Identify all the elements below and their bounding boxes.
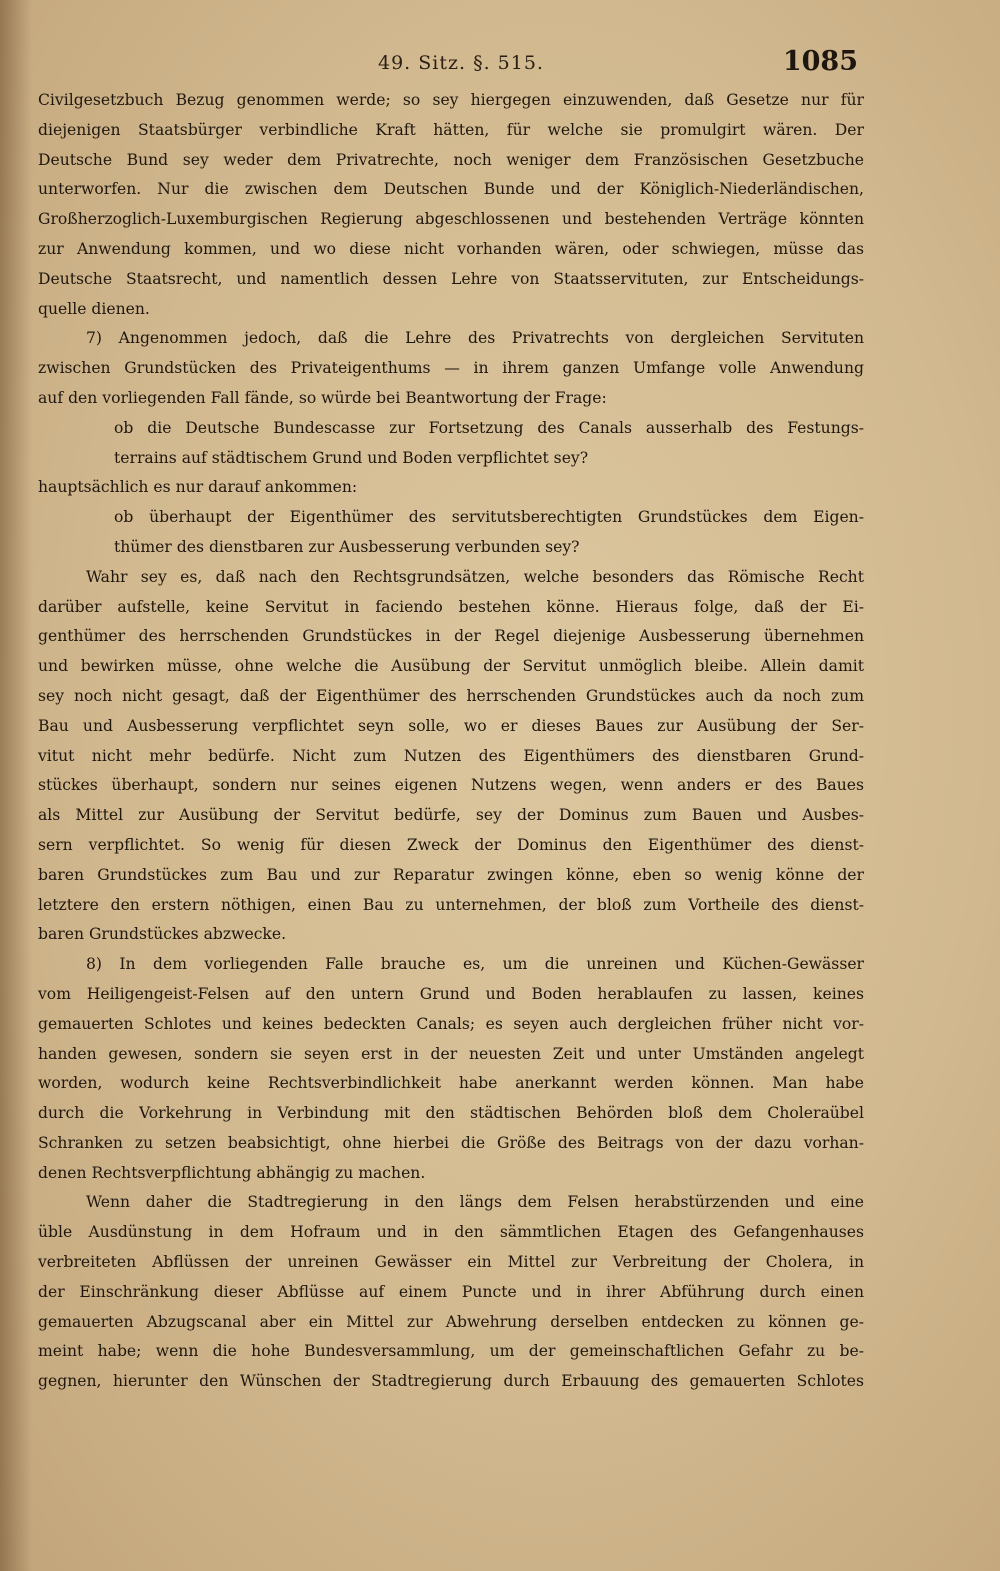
text-line: stückes überhaupt, sondern nur seines eigenen Nutzens wegen, wenn anders er des Baues bbox=[38, 776, 864, 795]
text-line: sern verpflichtet. So wenig für diesen Zweck der Dominus den Eigenthümer des dienst- bbox=[38, 835, 864, 854]
text-line: darüber aufstelle, keine Servitut in faciendo bestehen könne. Hieraus folge, daß der Ei- bbox=[38, 597, 864, 616]
page-number: 1085 bbox=[782, 46, 858, 77]
text-line: baren Grundstückes abzwecke. bbox=[38, 925, 287, 944]
text-line: vitut nicht mehr bedürfe. Nicht zum Nutzen des Eigenthümers des dienstbaren Grund- bbox=[38, 746, 864, 765]
body-text bbox=[38, 86, 864, 1397]
text-line: auf den vorliegenden Fall fände, so würde bei Beantwortung der Frage: bbox=[38, 388, 607, 407]
text-line: Deutsche Bund sey weder dem Privatrechte, noch weniger dem Französischen Gesetzbuche bbox=[38, 150, 864, 169]
text-line: sey noch nicht gesagt, daß der Eigenthümer des herrschenden Grundstückes auch da noch zum bbox=[38, 686, 864, 705]
text-line: Wenn daher die Stadtregierung in den längs dem Felsen herabstürzenden und eine bbox=[86, 1193, 864, 1212]
text-line: gegnen, hierunter den Wünschen der Stadtregierung durch Erbauung des gemauerten Schlotes bbox=[38, 1372, 864, 1391]
text-line: vom Heiligengeist-Felsen auf den untern Grund und Boden herablaufen zu lassen, keines bbox=[38, 984, 864, 1003]
text-line: gemauerten Abzugscanal aber ein Mittel zur Abwehrung derselben entdecken zu können ge- bbox=[38, 1312, 864, 1331]
text-line: Bau und Ausbesserung verpflichtet seyn solle, wo er dieses Baues zur Ausübung der Ser- bbox=[38, 716, 864, 735]
text-line: terrains auf städtischem Grund und Boden verpflichtet sey? bbox=[114, 448, 589, 467]
page-header bbox=[0, 44, 1000, 84]
text-line: ob überhaupt der Eigenthümer des servitutsberechtigten Grundstückes dem Eigen- bbox=[114, 508, 864, 527]
text-line: der Einschränkung dieser Abflüsse auf einem Puncte und in ihrer Abführung durch einen bbox=[38, 1282, 864, 1301]
text-line: als Mittel zur Ausübung der Servitut bedürfe, sey der Dominus zum Bauen und Ausbes- bbox=[38, 806, 864, 825]
text-line: 7) Angenommen jedoch, daß die Lehre des Privatrechts von dergleichen Servituten bbox=[86, 329, 864, 348]
text-line: ob die Deutsche Bundescasse zur Fortsetzung des Canals ausserhalb des Festungs- bbox=[114, 418, 864, 437]
text-line: zwischen Grundstücken des Privateigenthums — in ihrem ganzen Umfange volle Anwendung bbox=[38, 359, 864, 378]
text-line: genthümer des herrschenden Grundstückes in der Regel diejenige Ausbesserung übernehmen bbox=[38, 627, 864, 646]
text-line: meint habe; wenn die hohe Bundesversammlung, um der gemeinschaftlichen Gefahr zu be- bbox=[38, 1342, 864, 1361]
text-line: Civilgesetzbuch Bezug genommen werde; so sey hiergegen einzuwenden, daß Gesetze nur für bbox=[38, 91, 864, 109]
text-line: hauptsächlich es nur darauf ankommen: bbox=[38, 478, 358, 497]
text-line: diejenigen Staatsbürger verbindliche Kraft hätten, für welche sie promulgirt wären. Der bbox=[38, 120, 864, 139]
binding-shadow bbox=[0, 0, 32, 1571]
text-line: quelle dienen. bbox=[38, 299, 150, 318]
text-line: unterworfen. Nur die zwischen dem Deutschen Bunde und der Königlich-Niederländischen, bbox=[38, 180, 864, 199]
text-line: letztere den erstern nöthigen, einen Bau zu unternehmen, der bloß zum Vortheile des dienst- bbox=[38, 895, 864, 914]
text-line: denen Rechtsverpflichtung abhängig zu machen. bbox=[38, 1163, 426, 1182]
text-line: Schranken zu setzen beabsichtigt, ohne hierbei die Größe des Beitrags von der dazu vorhan- bbox=[38, 1133, 864, 1152]
text-line: Deutsche Staatsrecht, und namentlich dessen Lehre von Staatsservituten, zur Entscheidungs- bbox=[38, 269, 864, 288]
text-line: verbreiteten Abflüssen der unreinen Gewässer ein Mittel zur Verbreitung der Cholera, in bbox=[38, 1253, 864, 1272]
text-line: handen gewesen, sondern sie seyen erst in der neuesten Zeit und unter Umständen angelegt bbox=[38, 1044, 864, 1063]
text-line: Großherzoglich-Luxemburgischen Regierung abgeschlossenen und bestehenden Verträge könnten bbox=[38, 210, 864, 229]
text-line: gemauerten Schlotes und keines bedeckten Canals; es seyen auch dergleichen früher nicht vor- bbox=[38, 1014, 864, 1033]
text-line: zur Anwendung kommen, und wo diese nicht vorhanden wären, oder schwiegen, müsse das bbox=[38, 239, 864, 258]
text-line: Wahr sey es, daß nach den Rechtsgrundsätzen, welche besonders das Römische Recht bbox=[86, 567, 864, 586]
text-line: thümer des dienstbaren zur Ausbesserung verbunden sey? bbox=[114, 537, 580, 556]
text-line: baren Grundstückes zum Bau und zur Reparatur zwingen könne, eben so wenig könne der bbox=[38, 865, 864, 884]
text-line: und bewirken müsse, ohne welche die Ausübung der Servitut unmöglich bleibe. Allein damit bbox=[38, 657, 864, 676]
text-line: worden, wodurch keine Rechtsverbindlichkeit habe anerkannt werden können. Man habe bbox=[38, 1074, 864, 1093]
text-line: üble Ausdünstung in dem Hofraum und in den sämmtlichen Etagen des Gefangenhauses bbox=[38, 1223, 864, 1242]
running-head: 49. Sitz. §. 515. bbox=[378, 52, 544, 74]
text-line: durch die Vorkehrung in Verbindung mit den städtischen Behörden bloß dem Choleraübel bbox=[38, 1104, 864, 1123]
text-line: 8) In dem vorliegenden Falle brauche es, um die unreinen und Küchen-Gewässer bbox=[86, 955, 864, 974]
